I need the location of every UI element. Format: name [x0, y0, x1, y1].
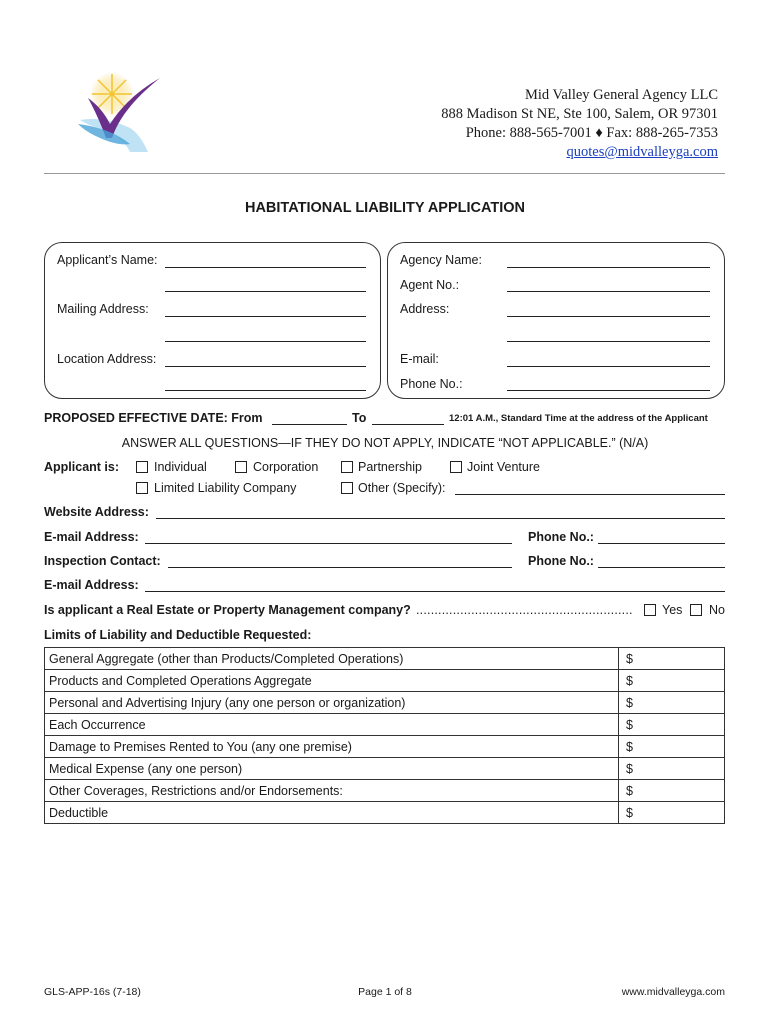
limits-row: [45, 670, 725, 692]
limits-row: [45, 758, 725, 780]
company-name: Mid Valley General Agency LLC: [524, 87, 718, 103]
joint-venture-label: Joint Venture: [467, 460, 540, 474]
footer-website[interactable]: www.midvalleyga.com: [621, 986, 725, 998]
applicant-is-label: Applicant is:: [44, 460, 120, 474]
limit-label: Medical Expense (any one person): [45, 758, 619, 780]
other-specify-field[interactable]: [455, 494, 725, 495]
agency-address-field[interactable]: [507, 316, 710, 317]
effective-date-from-label: PROPOSED EFFECTIVE DATE: From: [44, 411, 263, 425]
website-label: Website Address:: [44, 505, 149, 519]
company-phone-fax: Phone: 888-565-7001 ♦ Fax: 888-265-7353: [465, 125, 718, 141]
phone-field[interactable]: [598, 543, 725, 544]
company-logo: [70, 68, 170, 158]
llc-checkbox[interactable]: [136, 482, 148, 494]
other-checkbox[interactable]: [341, 482, 353, 494]
partnership-checkbox[interactable]: [341, 461, 353, 473]
phone2-field[interactable]: [598, 567, 725, 568]
real-estate-dots: ...........................................................: [416, 603, 633, 617]
mid-valley-logo-icon: [70, 68, 170, 158]
mailing-address-field-2[interactable]: [165, 341, 366, 342]
agency-name-label: Agency Name:: [400, 253, 482, 267]
limit-amount-field[interactable]: $: [619, 670, 725, 692]
limit-label: Damage to Premises Rented to You (any one premise): [45, 736, 619, 758]
limit-amount-field[interactable]: $: [619, 692, 725, 714]
location-address-field-2[interactable]: [165, 390, 366, 391]
agency-phone-field[interactable]: [507, 390, 710, 391]
limits-row: [45, 780, 725, 802]
email2-field[interactable]: [145, 591, 725, 592]
email-address-field[interactable]: [145, 543, 512, 544]
limits-row: [45, 714, 725, 736]
limit-label: Each Occurrence: [45, 714, 619, 736]
limits-table: [44, 647, 725, 824]
email-address-label: E-mail Address:: [44, 530, 139, 544]
website-field[interactable]: [156, 518, 725, 519]
limits-row: [45, 802, 725, 824]
limit-amount-field[interactable]: $: [619, 714, 725, 736]
agency-phone-label: Phone No.:: [400, 377, 463, 391]
phone-label: Phone No.:: [528, 530, 594, 544]
individual-checkbox[interactable]: [136, 461, 148, 473]
real-estate-no-checkbox[interactable]: [690, 604, 702, 616]
agency-email-label: E-mail:: [400, 352, 439, 366]
applicant-name-field-2[interactable]: [165, 291, 366, 292]
company-email-link[interactable]: quotes@midvalleyga.com: [566, 144, 718, 160]
limit-label: Personal and Advertising Injury (any one person or organization): [45, 692, 619, 714]
page-number: Page 1 of 8: [358, 986, 412, 998]
location-address-field[interactable]: [165, 366, 366, 367]
agency-address-label: Address:: [400, 302, 450, 316]
page-title: HABITATIONAL LIABILITY APPLICATION: [244, 200, 526, 216]
effective-time-note: 12:01 A.M., Standard Time at the address of the Applicant: [449, 413, 708, 424]
email2-label: E-mail Address:: [44, 578, 139, 592]
mailing-address-label: Mailing Address:: [57, 302, 149, 316]
real-estate-yes-checkbox[interactable]: [644, 604, 656, 616]
agent-no-field[interactable]: [507, 291, 710, 292]
inspection-contact-label: Inspection Contact:: [44, 554, 161, 568]
real-estate-no-label: No: [709, 603, 725, 617]
agency-address-field-2[interactable]: [507, 341, 710, 342]
agent-no-label: Agent No.:: [400, 278, 460, 292]
applicant-name-label: Applicant’s Name:: [57, 253, 158, 267]
applicant-name-field[interactable]: [165, 267, 366, 268]
real-estate-question: Is applicant a Real Estate or Property Management company?: [44, 603, 411, 617]
phone2-label: Phone No.:: [528, 554, 594, 568]
limit-label: General Aggregate (other than Products/Completed Operations): [45, 648, 619, 670]
limits-row: [45, 692, 725, 714]
corporation-label: Corporation: [253, 460, 319, 474]
real-estate-yes-label: Yes: [662, 603, 683, 617]
limits-heading: Limits of Liability and Deductible Requested:: [44, 628, 312, 642]
instruction-text: ANSWER ALL QUESTIONS—IF THEY DO NOT APPLY, INDICATE “NOT APPLICABLE.” (N/A): [121, 436, 649, 450]
limit-amount-field[interactable]: $: [619, 780, 725, 802]
inspection-contact-field[interactable]: [168, 567, 512, 568]
limits-row: [45, 736, 725, 758]
llc-label: Limited Liability Company: [154, 481, 297, 495]
joint-venture-checkbox[interactable]: [450, 461, 462, 473]
effective-date-to-field[interactable]: [372, 424, 444, 425]
limit-amount-field[interactable]: $: [619, 758, 725, 780]
limit-label: Products and Completed Operations Aggregate: [45, 670, 619, 692]
agency-name-field[interactable]: [507, 267, 710, 268]
limits-row: [45, 648, 725, 670]
location-address-label: Location Address:: [57, 352, 157, 366]
effective-date-from-field[interactable]: [272, 424, 347, 425]
corporation-checkbox[interactable]: [235, 461, 247, 473]
partnership-label: Partnership: [358, 460, 422, 474]
mailing-address-field[interactable]: [165, 316, 366, 317]
agency-email-field[interactable]: [507, 366, 710, 367]
other-label: Other (Specify):: [358, 481, 446, 495]
limit-label: Deductible: [45, 802, 619, 824]
header-divider: [44, 173, 725, 174]
effective-date-to-label: To: [352, 411, 367, 425]
limit-amount-field[interactable]: $: [619, 802, 725, 824]
limit-amount-field[interactable]: $: [619, 736, 725, 758]
limit-amount-field[interactable]: $: [619, 648, 725, 670]
form-id: GLS-APP-16s (7-18): [44, 986, 141, 998]
agency-header: [441, 86, 718, 162]
company-address: 888 Madison St NE, Ste 100, Salem, OR 97301: [441, 106, 718, 122]
individual-label: Individual: [154, 460, 207, 474]
limit-label: Other Coverages, Restrictions and/or Endorsements:: [45, 780, 619, 802]
